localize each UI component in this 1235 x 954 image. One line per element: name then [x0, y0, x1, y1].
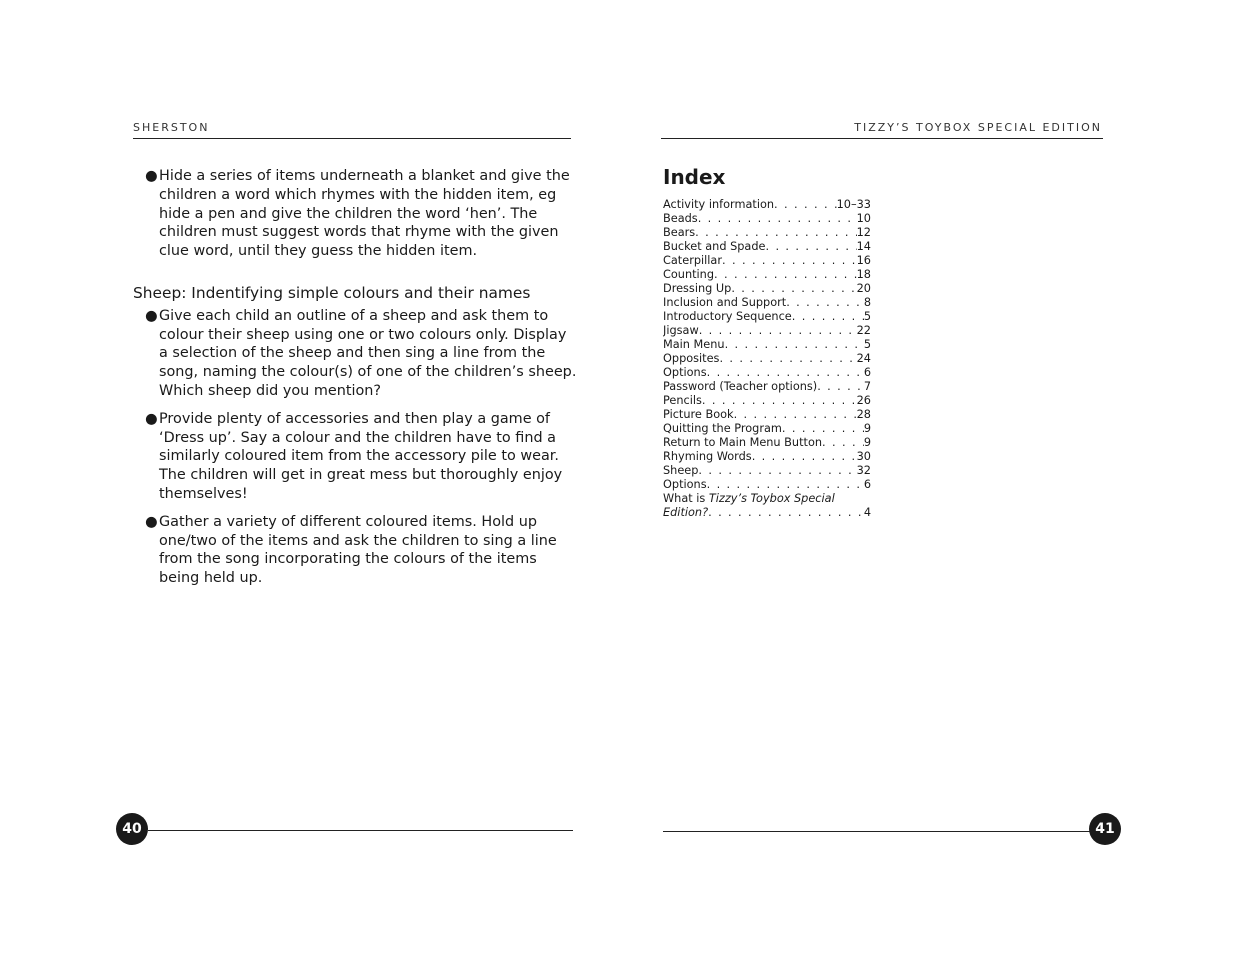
- dot-leader: [731, 282, 856, 296]
- footer-rule-left: [148, 830, 573, 831]
- index-entry: [663, 422, 871, 436]
- dot-leader: [702, 394, 857, 408]
- index-entry: [663, 310, 871, 324]
- index-entry-name: Counting: [663, 268, 715, 281]
- index-entry: [663, 366, 871, 380]
- index-entry-name: Dressing Up: [663, 282, 732, 295]
- index-entry: [663, 352, 871, 366]
- dot-leader: [707, 478, 864, 492]
- index-entry: [663, 478, 871, 492]
- dot-leader: [698, 212, 857, 226]
- index-entry-page: 22: [856, 324, 871, 337]
- index-entry-page: 20: [856, 282, 871, 295]
- index-entry-name: Sheep: [663, 464, 699, 477]
- index-entry-name: Pencils: [663, 394, 702, 407]
- bullet-item: [133, 167, 578, 261]
- index-entry-name: Beads: [663, 212, 698, 225]
- bullet-text: Hide a series of items underneath a blanket and give the children a word which rhymes with the hidden item, eg hide a pen and give the children the word ‘hen’. The children must suggest words that rhyme with the given clue word, until they guess the hidden item.: [159, 168, 570, 260]
- index-entry-page: 30: [856, 450, 871, 463]
- dot-leader: [782, 422, 864, 436]
- dot-leader: [752, 450, 857, 464]
- index-entry-name: Options: [663, 366, 707, 379]
- index-entry-page: 9: [863, 436, 871, 449]
- dot-leader: [719, 352, 856, 366]
- index-entry: [663, 380, 871, 394]
- index-entry: [663, 240, 871, 254]
- index-entry: [663, 394, 871, 408]
- header-rule-left: [133, 138, 571, 139]
- running-head-left: SHERSTON: [133, 121, 210, 134]
- index-entry-last-title-line2: Edition?: [663, 506, 709, 519]
- index-entry-page: 6: [863, 366, 871, 379]
- index-entry-page: 24: [856, 352, 871, 365]
- dot-leader: [698, 464, 856, 478]
- index-entry-page: 5: [863, 338, 871, 351]
- index-entry-page: 10–33: [836, 198, 871, 211]
- bullet-dot-icon: ●: [145, 168, 158, 184]
- index-entry: [663, 408, 871, 422]
- index-entry-name: Main Menu: [663, 338, 725, 351]
- dot-leader: [786, 296, 864, 310]
- dot-leader: [822, 436, 864, 450]
- index-entry-name: Options: [663, 478, 707, 491]
- index-entry: [663, 226, 871, 240]
- index-entry-page: 10: [856, 212, 871, 225]
- dot-leader: [695, 226, 856, 240]
- index-entry-page: 7: [863, 380, 871, 393]
- index-entry-name: Rhyming Words: [663, 450, 752, 463]
- index-entry-name: Opposites: [663, 352, 720, 365]
- footer-rule-right: [663, 831, 1091, 832]
- index-entry-name: Picture Book: [663, 408, 734, 421]
- index-entry: [663, 436, 871, 450]
- dot-leader: [708, 506, 864, 520]
- index-entry: [663, 296, 871, 310]
- bullet-item: [133, 513, 578, 588]
- dot-leader: [725, 338, 864, 352]
- index-entry-page: 5: [863, 310, 871, 323]
- index-entry-name: Return to Main Menu Button: [663, 436, 823, 449]
- running-head-right: TIZZY’S TOYBOX SPECIAL EDITION: [854, 121, 1102, 134]
- bullet-item: [133, 307, 578, 401]
- index-entry: [663, 450, 871, 464]
- index-entry-page: 14: [856, 240, 871, 253]
- index-entry-name: Bucket and Spade: [663, 240, 766, 253]
- index-entry-page: 18: [856, 268, 871, 281]
- index-entry-name: Inclusion and Support: [663, 296, 787, 309]
- dot-leader: [714, 268, 857, 282]
- index-entry-last-page: 4: [863, 506, 871, 519]
- index-entry-page: 12: [856, 226, 871, 239]
- bullet-dot-icon: ●: [145, 410, 158, 427]
- dot-leader: [707, 366, 864, 380]
- dot-leader: [817, 380, 864, 394]
- page-number-badge-right: 41: [1089, 813, 1121, 845]
- dot-leader: [765, 240, 856, 254]
- dot-leader: [792, 310, 864, 324]
- index-entry-page: 32: [856, 464, 871, 477]
- index-entry-page: 8: [863, 296, 871, 309]
- left-page-body: [133, 167, 578, 597]
- index-list: [663, 198, 871, 520]
- bullet-text: Provide plenty of accessories and then play a game of ‘Dress up’. Say a colour and the children have to find a similarly coloured item from the accessory pile to wear. The children will get in great mess but thoroughly enjoy themselves!: [159, 410, 563, 502]
- dot-leader: [699, 324, 857, 338]
- index-entry-page: 9: [863, 422, 871, 435]
- index-entry-last-prefix: What is: [663, 492, 709, 505]
- bullet-dot-icon: ●: [145, 307, 158, 324]
- index-entry-name: Activity information: [663, 198, 775, 211]
- index-entry-name: Caterpillar: [663, 254, 722, 267]
- header-rule-right: [661, 138, 1103, 139]
- dot-leader: [734, 408, 857, 422]
- index-entry-last: [663, 492, 871, 520]
- index-entry: [663, 212, 871, 226]
- index-entry: [663, 254, 871, 268]
- index-entry-page: 28: [856, 408, 871, 421]
- index-entry: [663, 324, 871, 338]
- index-entry-page: 26: [856, 394, 871, 407]
- index-entry: [663, 338, 871, 352]
- index-entry: [663, 464, 871, 478]
- index-entry-name: Quitting the Program: [663, 422, 782, 435]
- bullet-item: [133, 410, 578, 504]
- index-entry-last-title-line1: Tizzy’s Toybox Special: [708, 492, 835, 505]
- index-entry-page: 6: [863, 478, 871, 491]
- bullet-text: Give each child an outline of a sheep and ask them to colour their sheep using one or two colours only. Display a selection of the sheep and then sing a line from the song, naming the colour(s) of one of the children’s sheep. Which sheep did you mention?: [159, 307, 577, 399]
- index-entry-name: Introductory Sequence: [663, 310, 792, 323]
- index-entry-page: 16: [856, 254, 871, 267]
- index-entry: [663, 268, 871, 282]
- page-number-badge-left: 40: [116, 813, 148, 845]
- index-entry-name: Jigsaw: [663, 324, 699, 337]
- intro-bullet-list: [133, 167, 578, 261]
- index-entry-name: Bears: [663, 226, 696, 239]
- index-entry: [663, 198, 871, 212]
- section-bullet-list: [133, 307, 578, 588]
- bullet-text: Gather a variety of different coloured items. Hold up one/two of the items and ask the children to sing a line from the song incorporating the colours of the items being held up.: [159, 513, 557, 587]
- index-entry: [663, 282, 871, 296]
- index-entry-name: Password (Teacher options): [663, 380, 818, 393]
- section-heading: Sheep: Indentifying simple colours and their names: [133, 283, 531, 302]
- bullet-dot-icon: ●: [145, 513, 158, 530]
- dot-leader: [774, 198, 837, 212]
- dot-leader: [722, 254, 857, 268]
- index-title: Index: [663, 165, 726, 189]
